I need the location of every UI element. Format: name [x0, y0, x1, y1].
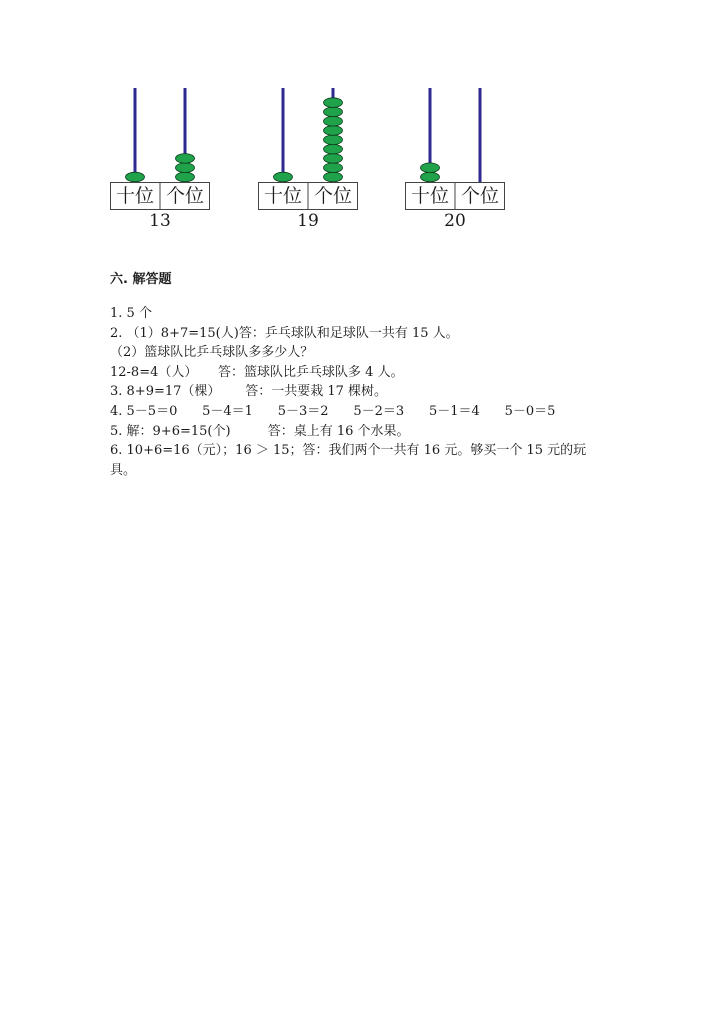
abacus-20 [405, 86, 505, 231]
tens-place-label: 十位 [263, 185, 302, 207]
abacus-13 [110, 86, 210, 231]
answer-line: 3. 8+9=17（棵） 答：一共要栽 17 棵树。 [110, 384, 388, 400]
answer-line: 1. 5 个 [110, 306, 152, 321]
abacus-19 [258, 86, 358, 231]
ones-place-label: 个位 [460, 185, 499, 207]
answer-list [110, 304, 610, 480]
ones-bead [176, 163, 195, 173]
tens-place-label: 十位 [115, 185, 154, 207]
answer-line: 4. 5－5＝0 5－4＝1 5－3＝2 5－2＝3 5－1＝4 5－0＝5 [110, 403, 556, 419]
ones-bead [324, 107, 343, 117]
tens-bead [421, 172, 440, 182]
abacus-value: 19 [297, 211, 319, 231]
section-title: 六. 解答题 [110, 272, 172, 287]
ones-bead [176, 172, 195, 182]
ones-bead [324, 116, 343, 126]
ones-bead [324, 126, 343, 136]
abacus-value: 20 [444, 211, 466, 231]
tens-bead [126, 172, 145, 182]
answer-line: 5. 解：9+6=15(个) 答：桌上有 16 个水果。 [110, 423, 410, 439]
answer-line: 2. （1）8+7=15(人)答：乒乓球队和足球队一共有 15 人。 [110, 325, 459, 341]
answer-line: 12-8=4（人） 答：篮球队比乒乓球队多 4 人。 [110, 364, 404, 380]
ones-place-label: 个位 [165, 185, 204, 207]
ones-bead [324, 172, 343, 182]
ones-bead [176, 154, 195, 164]
abacus-value: 13 [149, 211, 171, 231]
answer-line: 6. 10+6=16（元）；16 ＞ 15；答：我们两个一共有 16 元。够买一个 15 元的玩具。 [110, 443, 587, 478]
ones-bead [324, 154, 343, 164]
tens-bead [421, 163, 440, 173]
tens-bead [274, 172, 293, 182]
ones-bead [324, 135, 343, 145]
ones-bead [324, 144, 343, 154]
answer-line: （2）篮球队比乒乓球队多多少人？ [110, 345, 314, 361]
ones-bead [324, 98, 343, 108]
ones-bead [324, 163, 343, 173]
ones-place-label: 个位 [313, 185, 352, 207]
tens-place-label: 十位 [410, 185, 449, 207]
